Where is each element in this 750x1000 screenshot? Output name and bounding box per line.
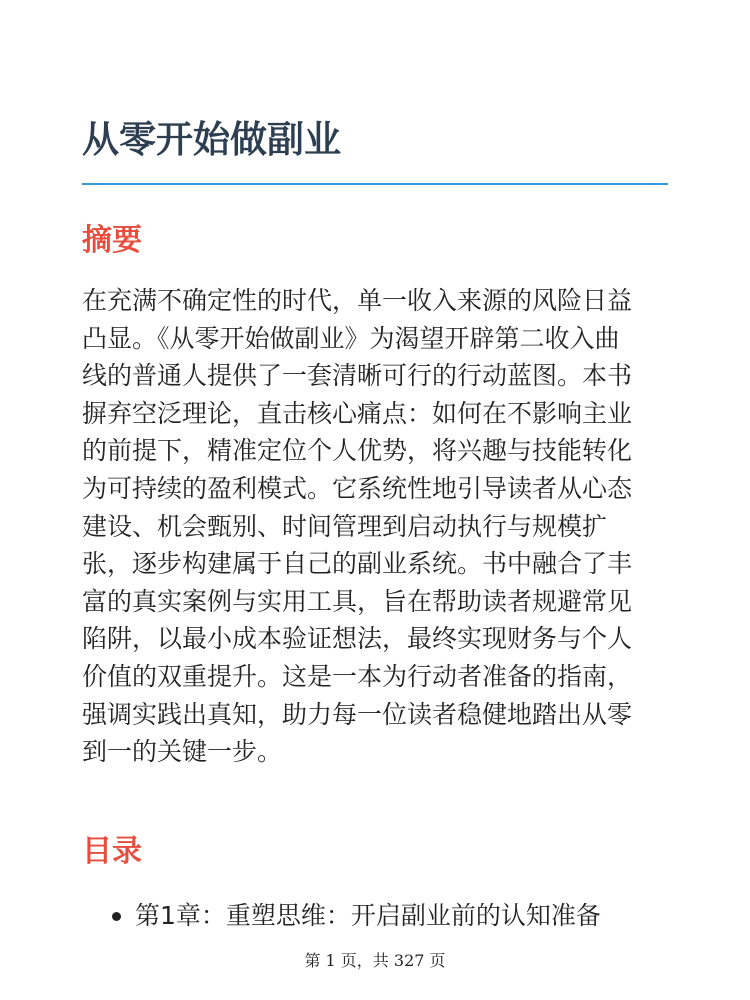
abstract-line: 陷阱，以最小成本验证想法，最终实现财务与个人 [82, 624, 633, 654]
page-number-footer: 第 1 页，共 327 页 [304, 951, 446, 970]
toc-item-label: 第1章：重塑思维：开启副业前的认知准备 [135, 901, 601, 930]
abstract-line: 凸显。《从零开始做副业》为渴望开辟第二收入曲 [82, 323, 620, 353]
abstract-line: 在充满不确定性的时代，单一收入来源的风险日益 [82, 286, 633, 315]
abstract-line: 张，逐步构建属于自己的副业系统。书中融合了丰 [82, 549, 633, 579]
abstract-line: 到一的关键一步。 [82, 737, 283, 767]
abstract-line: 为可持续的盈利模式。它系统性地引导读者从心态 [82, 473, 633, 503]
toc-list [82, 897, 682, 935]
abstract-heading: 摘要 [82, 223, 142, 258]
title-divider [82, 183, 668, 185]
abstract-line: 富的真实案例与实用工具，旨在帮助读者规避常见 [82, 586, 633, 616]
abstract-paragraph [82, 282, 672, 771]
toc-heading: 目录 [82, 834, 142, 869]
abstract-line: 强调实践出真知，助力每一位读者稳健地踏出从零 [82, 699, 633, 729]
abstract-line: 建设、机会甄别、时间管理到启动执行与规模扩 [82, 511, 608, 541]
abstract-line: 价值的双重提升。这是一本为行动者准备的指南， [82, 661, 633, 691]
abstract-line: 摒弃空泛理论，直击核心痛点：如何在不影响主业 [82, 398, 633, 428]
bullet-dot-icon [112, 912, 121, 921]
abstract-line: 的前提下，精准定位个人优势，将兴趣与技能转化 [82, 436, 633, 466]
toc-item [82, 897, 682, 935]
abstract-line: 线的普通人提供了一套清晰可行的行动蓝图。本书 [82, 361, 633, 391]
document-title: 从零开始做副业 [82, 118, 341, 161]
